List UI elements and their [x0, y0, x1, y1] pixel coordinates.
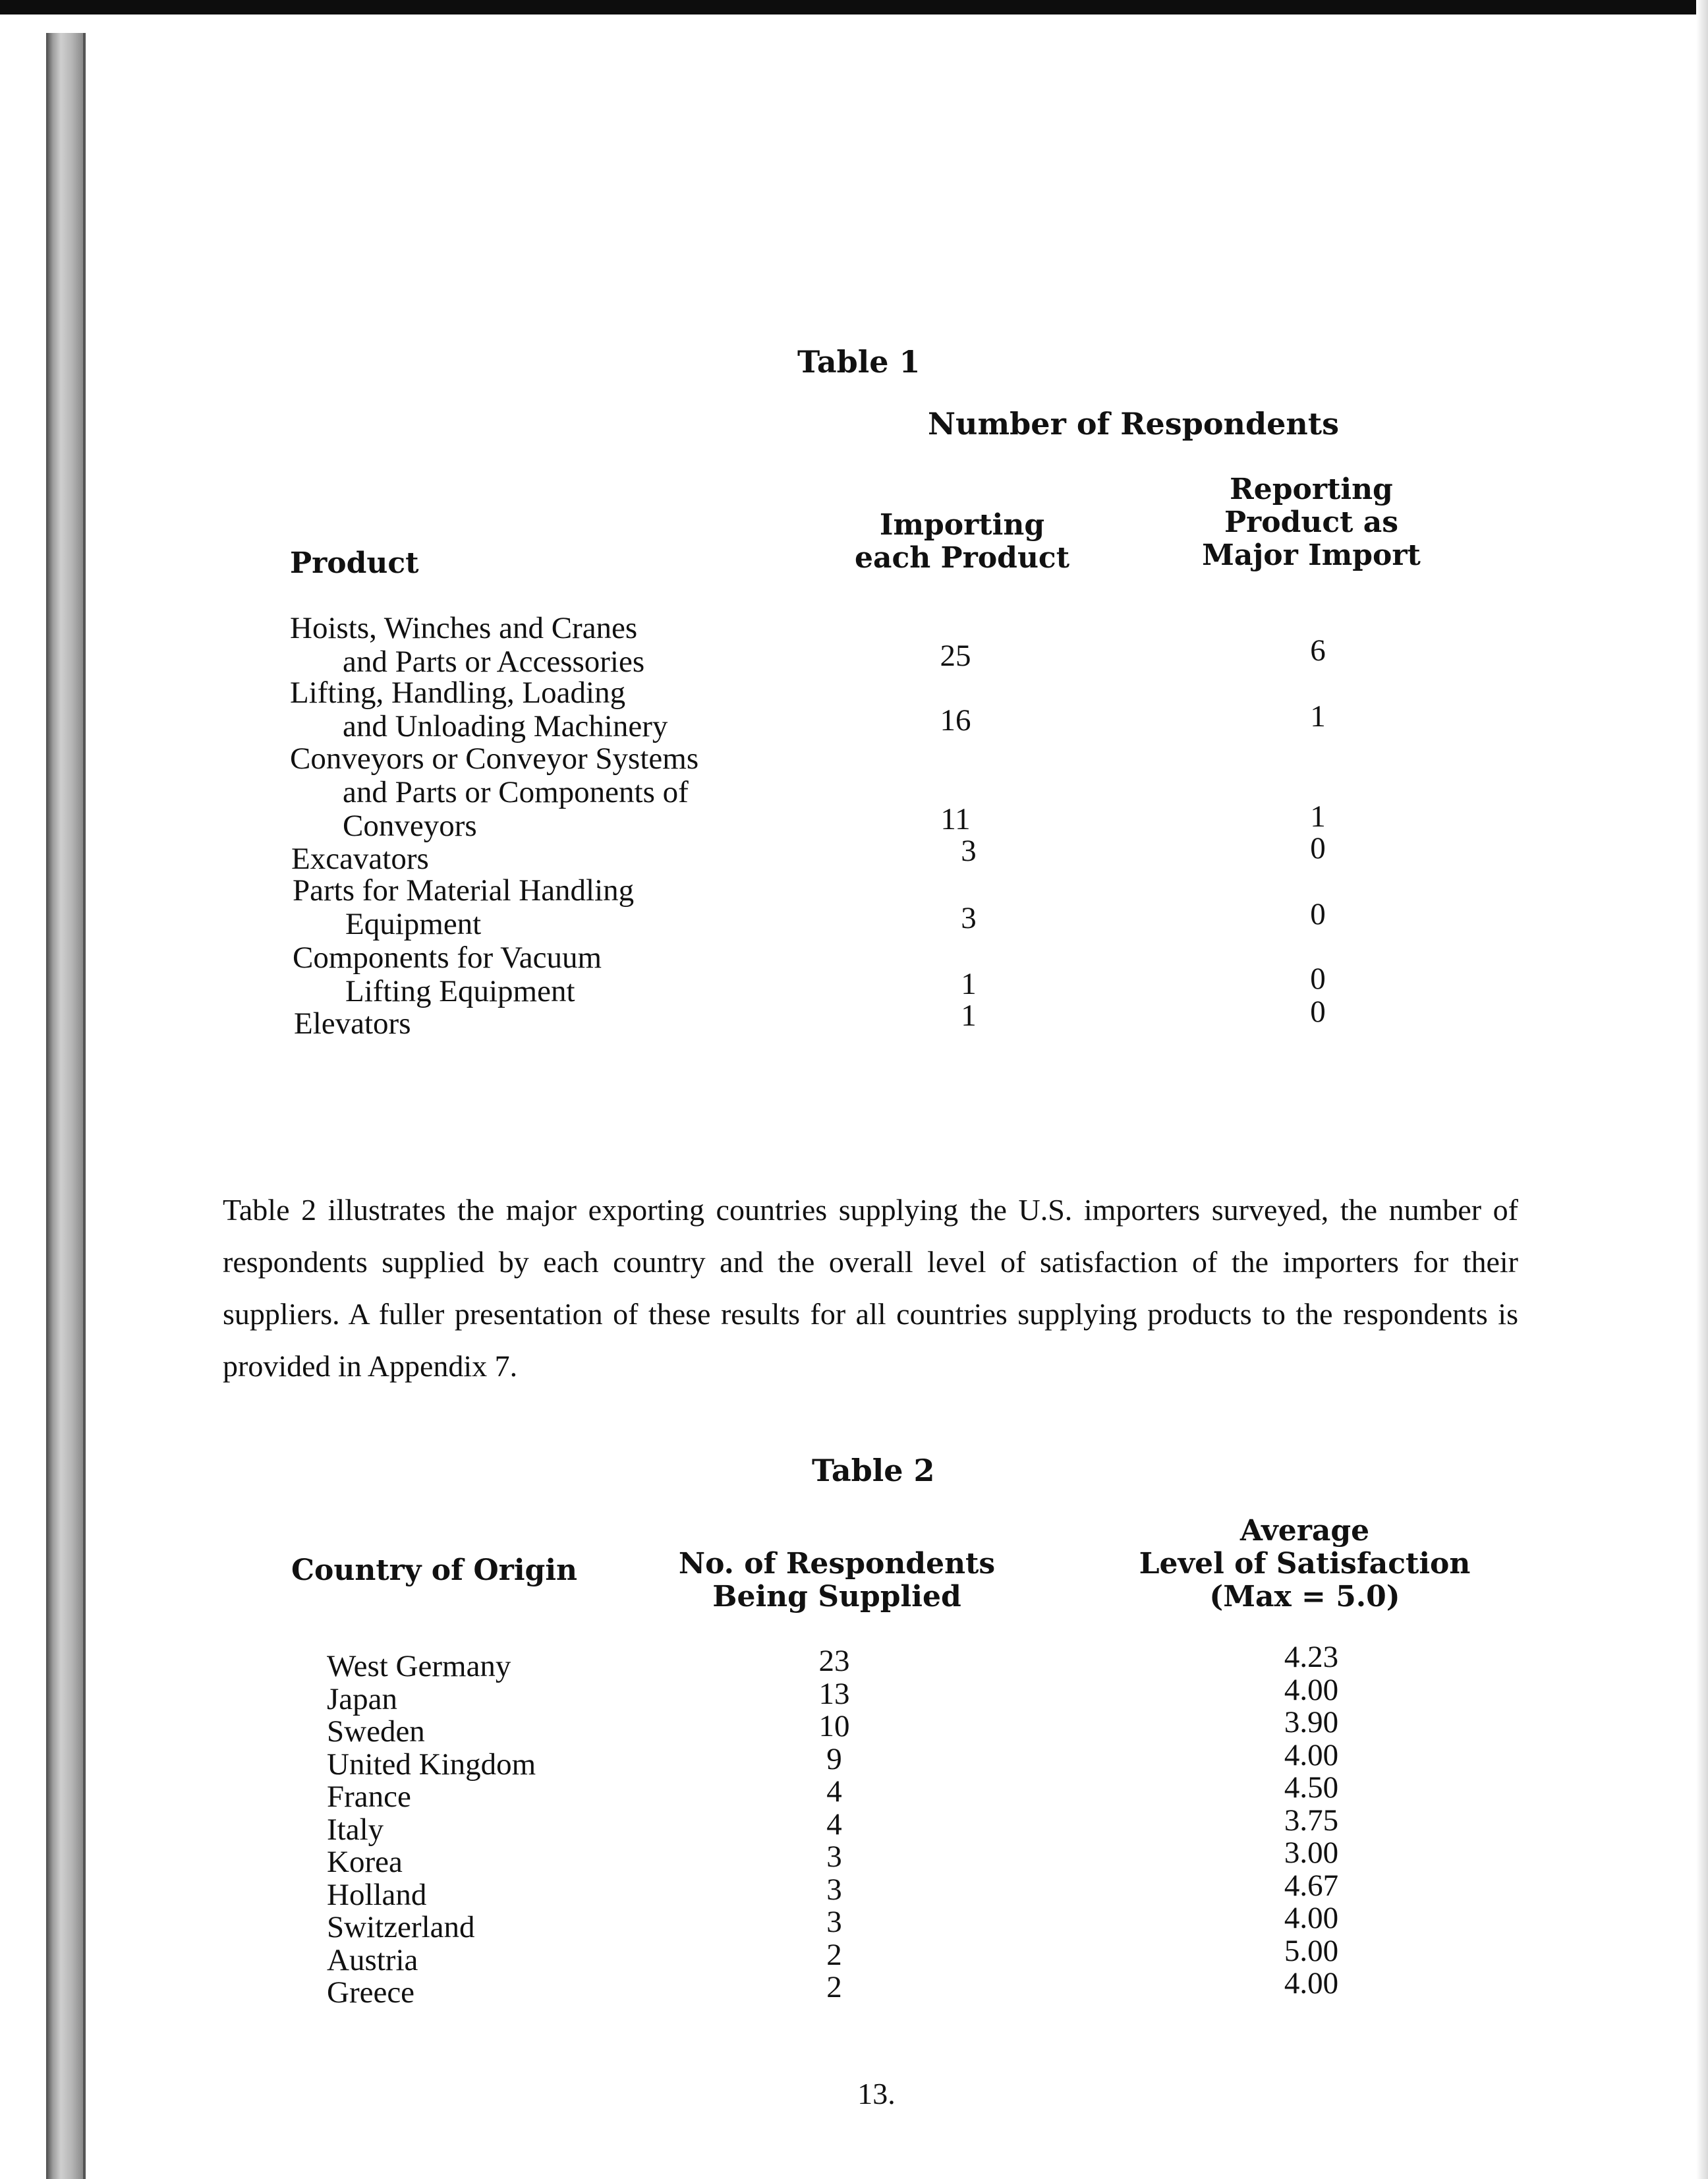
country-name: Holland: [327, 1877, 427, 1912]
country-name: France: [327, 1780, 411, 1814]
major-import-count: 0: [1310, 962, 1326, 996]
importing-count: 3: [961, 834, 977, 868]
satisfaction-score: 4.00: [1284, 1737, 1339, 1772]
table1-title: Table 1: [797, 344, 921, 380]
table2-title: Table 2: [812, 1453, 935, 1488]
table1-major-header-line: Reporting: [1230, 473, 1393, 506]
country-name: Switzerland: [327, 1910, 475, 1944]
product-name-line: Parts for Material Handling: [293, 873, 635, 908]
major-import-count: 0: [1310, 995, 1326, 1029]
body-paragraph: Table 2 illustrates the major exporting countries supplying the U.S. importers surveyed, the number of respondents supplied by each country and the overall level of satisfaction of the importers for their suppliers. A fuller presentation of these results for all countries supplying products to the respondents is provided in Appendix 7.: [223, 1193, 1518, 1383]
respondents-count: 3: [826, 1840, 842, 1874]
table2-country-header: Country of Origin: [291, 1554, 578, 1587]
table2-satisfaction-header: [1120, 1515, 1489, 1613]
table2-satisfaction-header-line: Average: [1239, 1514, 1370, 1548]
importing-count: 16: [940, 703, 971, 738]
table-row: [290, 742, 698, 843]
satisfaction-score: 4.00: [1284, 1901, 1339, 1935]
product-name-line: Lifting Equipment: [345, 974, 575, 1008]
page-binding: [46, 33, 83, 2179]
satisfaction-score: 4.00: [1284, 1672, 1339, 1707]
respondents-count: 4: [826, 1774, 842, 1809]
respondents-count: 3: [826, 1905, 842, 1939]
satisfaction-score: 3.90: [1284, 1705, 1339, 1739]
country-name: Austria: [327, 1942, 418, 1977]
respondents-count: 10: [818, 1709, 850, 1743]
product-name-line: Conveyors or Conveyor Systems: [290, 741, 699, 776]
product-name-line: Conveyors: [343, 809, 477, 843]
table2-country-column: [327, 1650, 536, 2010]
satisfaction-score: 3.00: [1284, 1836, 1339, 1870]
respondents-count: 13: [818, 1676, 850, 1711]
table2-respondents-header-line: No. of Respondents: [678, 1547, 996, 1581]
product-name-line: Equipment: [345, 907, 482, 941]
respondents-count: 4: [826, 1807, 842, 1842]
table-row: [290, 612, 644, 679]
country-name: Italy: [327, 1812, 384, 1847]
satisfaction-score: 4.50: [1284, 1770, 1339, 1805]
product-name-line: Elevators: [294, 1006, 411, 1041]
satisfaction-score: 4.67: [1284, 1868, 1339, 1903]
respondents-count: 2: [826, 1970, 842, 2004]
major-import-count: 0: [1310, 831, 1326, 865]
importing-count: 11: [940, 802, 971, 836]
product-name-line: Lifting, Handling, Loading: [290, 676, 626, 710]
product-name-line: Excavators: [291, 842, 429, 876]
table-row: [294, 1007, 411, 1041]
major-import-count: 6: [1310, 633, 1326, 668]
table1-group-header: Number of Respondents: [927, 406, 1340, 442]
satisfaction-score: 5.00: [1284, 1933, 1339, 1968]
country-name: Greece: [327, 1975, 415, 2010]
product-name-line: and Unloading Machinery: [343, 709, 668, 743]
respondents-count: 23: [818, 1644, 850, 1678]
importing-count: 3: [961, 901, 977, 935]
country-name: Japan: [327, 1681, 398, 1716]
satisfaction-score: 4.23: [1284, 1640, 1339, 1674]
respondents-count: 3: [826, 1872, 842, 1907]
page-edge-shadow: [1696, 0, 1708, 2179]
product-name-line: and Parts or Components of: [343, 775, 689, 809]
country-name: Sweden: [327, 1714, 425, 1749]
product-name-line: Components for Vacuum: [293, 941, 602, 975]
country-name: United Kingdom: [327, 1747, 536, 1782]
table1-importing-header: [824, 509, 1100, 575]
major-import-count: 0: [1310, 897, 1326, 931]
table1-importing-header-line: each Product: [854, 541, 1070, 575]
country-name: West Germany: [327, 1649, 511, 1683]
major-import-count: 1: [1310, 799, 1326, 834]
respondents-count: 9: [826, 1741, 842, 1776]
table2-respondents-header: [659, 1548, 1015, 1613]
table1-major-header: [1180, 473, 1443, 572]
table-row: [290, 676, 668, 743]
major-import-count: 1: [1310, 699, 1326, 734]
table1-major-header-line: Major Import: [1202, 538, 1421, 572]
page-binding-edge: [83, 33, 86, 2179]
table2-respondents-column: [768, 1645, 900, 2004]
table2-respondents-header-line: Being Supplied: [712, 1580, 961, 1613]
table1-product-header: Product: [290, 546, 419, 580]
importing-count: 25: [940, 639, 971, 673]
product-name-line: Hoists, Winches and Cranes: [290, 611, 638, 645]
table1-importing-header-line: Importing: [879, 508, 1045, 542]
table-row: [293, 874, 634, 941]
respondents-count: 2: [826, 1937, 842, 1972]
satisfaction-score: 3.75: [1284, 1803, 1339, 1838]
table2-satisfaction-header-line: Level of Satisfaction: [1139, 1547, 1471, 1581]
satisfaction-score: 4.00: [1284, 1966, 1339, 2000]
page-number: 13.: [857, 2077, 896, 2110]
importing-count: 1: [961, 999, 977, 1033]
table2-satisfaction-column: [1245, 1641, 1377, 2000]
table-row: [293, 941, 602, 1008]
importing-count: 1: [961, 967, 977, 1001]
table-row: [291, 842, 429, 876]
country-name: Korea: [327, 1845, 403, 1879]
page-top-edge: [0, 0, 1708, 15]
product-name-line: and Parts or Accessories: [343, 645, 645, 679]
table2-satisfaction-header-line: (Max = 5.0): [1209, 1580, 1400, 1613]
table1-major-header-line: Product as: [1224, 506, 1399, 539]
